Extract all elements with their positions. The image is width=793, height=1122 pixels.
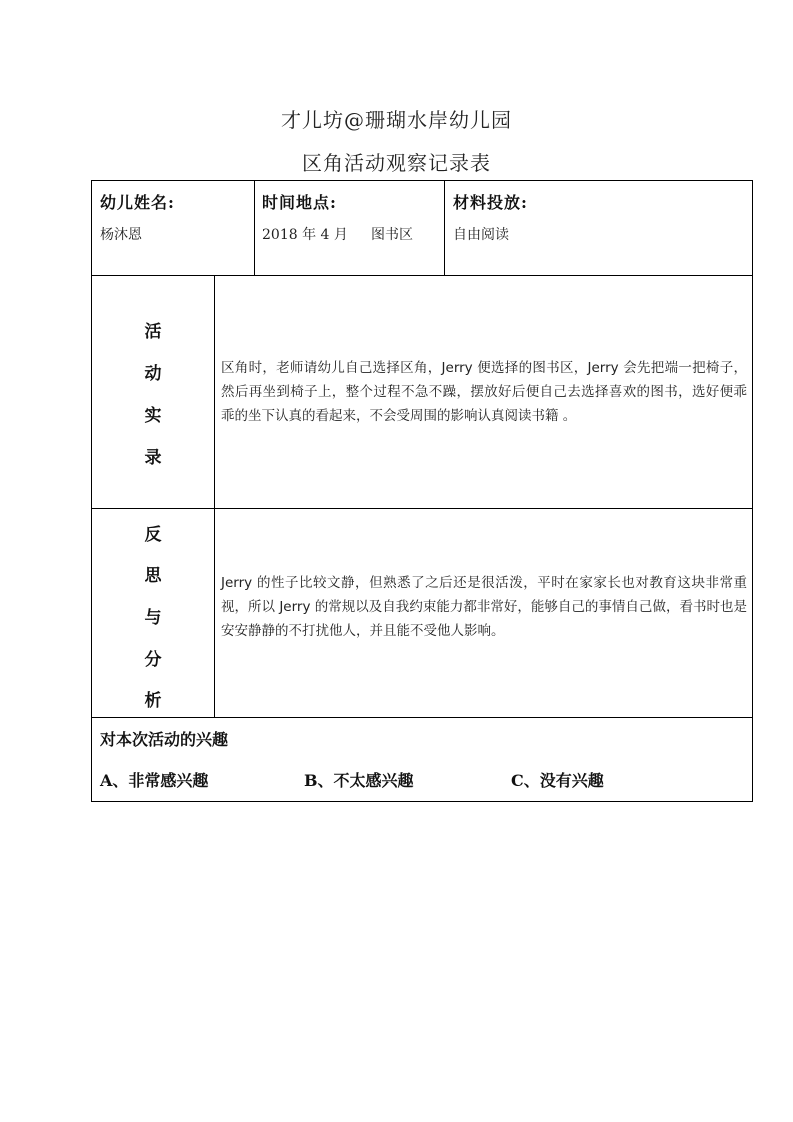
- reflection-label-char: 思: [144, 566, 162, 586]
- record-text: 区角时，老师请幼儿自己选择区角，Jerry 便选择的图书区，Jerry 会先把端一把椅子，然后再坐到椅子上，整个过程不急不躁，摆放好后便自己去选择喜欢的图书，选好便乖乖的坐下认真的看起来，不会受周围的影响认真阅读书籍 。: [221, 360, 747, 424]
- header-divider-2: [444, 180, 445, 276]
- place-value: 图书区: [371, 227, 413, 243]
- option-a[interactable]: A、非常感兴趣: [100, 771, 209, 790]
- reflection-label-char: 分: [144, 650, 162, 670]
- reflection-label-char: 析: [144, 691, 162, 711]
- form-title: 区角活动观察记录表: [302, 151, 491, 175]
- reflection-text: Jerry 的性子比较文静，但熟悉了之后还是很活泼，平时在家家长也对教育这块非常重视，所以 Jerry 的常规以及自我约束能力都非常好，能够自己的事情自己做，看书时也是安安静静的不打扰他人，并且能不受他人影响。: [221, 575, 747, 639]
- record-label: [92, 275, 214, 508]
- record-label-char: 录: [144, 448, 162, 468]
- reflection-label: [92, 508, 214, 717]
- interest-title: 对本次活动的兴趣: [100, 730, 229, 749]
- record-label-char: 实: [144, 406, 162, 426]
- option-c[interactable]: C、没有兴趣: [511, 771, 604, 790]
- row-divider-3: [91, 717, 753, 718]
- side-column-divider: [214, 275, 215, 717]
- materials-label: 材料投放:: [453, 193, 528, 212]
- record-label-char: 活: [144, 322, 162, 342]
- option-b[interactable]: B、不太感兴趣: [304, 771, 414, 790]
- materials-value: 自由阅读: [453, 227, 509, 243]
- header-divider-1: [254, 180, 255, 276]
- kindergarten-title: 才儿坊@珊瑚水岸幼儿园: [281, 108, 512, 132]
- time-value: 2018 年 4 月: [262, 227, 348, 243]
- record-label-char: 动: [144, 364, 162, 384]
- child-name-label: 幼儿姓名:: [100, 193, 175, 212]
- reflection-label-char: 与: [144, 608, 162, 628]
- child-name-value: 杨沐恩: [100, 227, 142, 243]
- reflection-label-char: 反: [144, 525, 162, 545]
- time-place-label: 时间地点:: [262, 193, 337, 212]
